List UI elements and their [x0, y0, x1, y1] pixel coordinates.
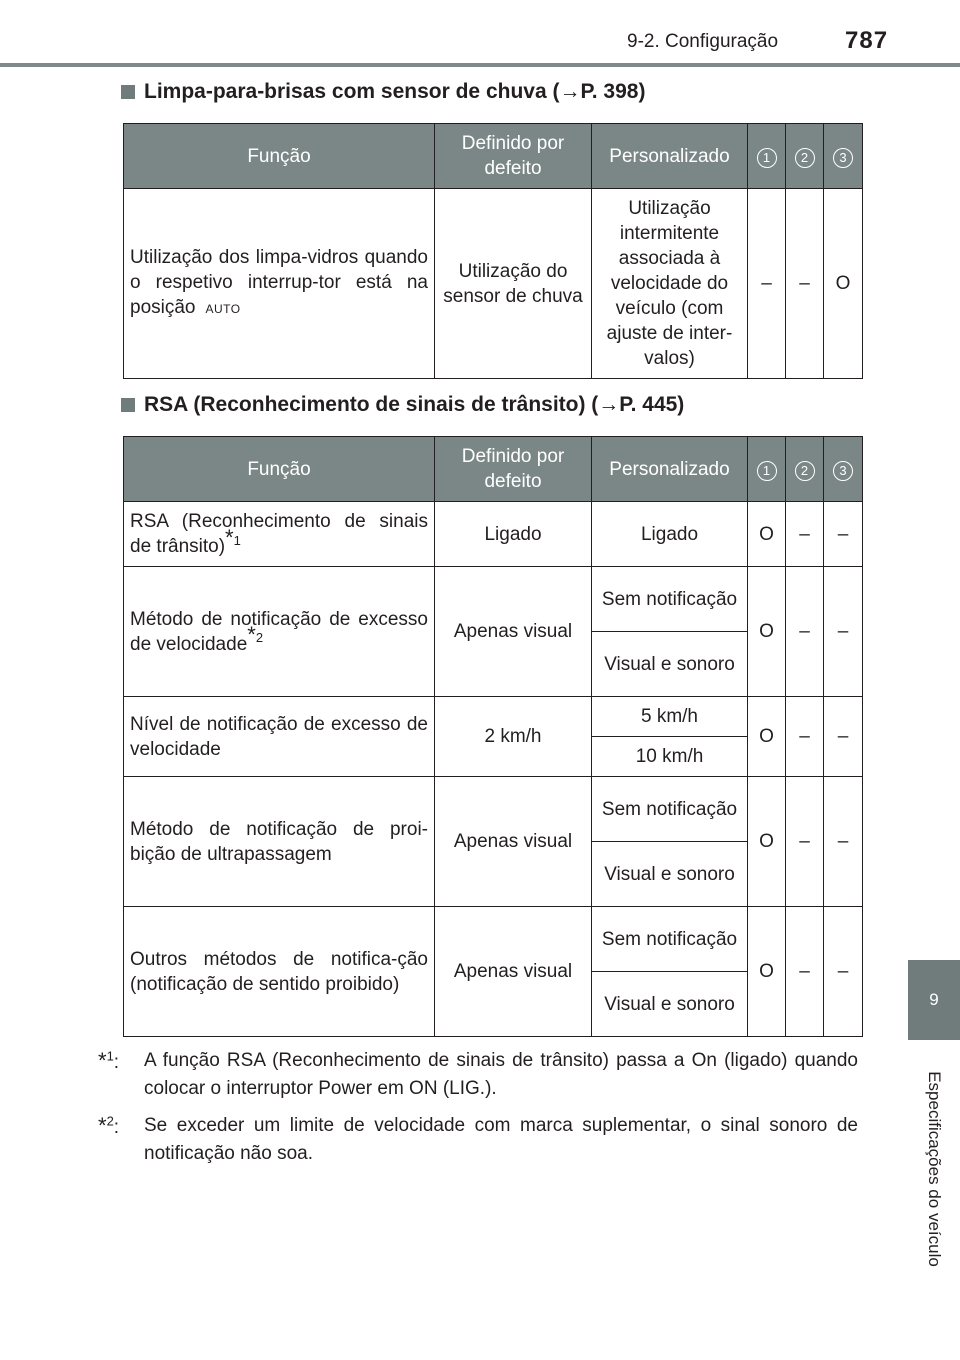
custom-cell: Visual e sonoro [592, 632, 748, 697]
footnote-text: Se exceder um limite de velocidade com marca suplementar, o sinal sonoro de notificação não soa. [144, 1115, 858, 1164]
header-rule [0, 63, 960, 67]
table-row [124, 907, 863, 972]
circled-3-icon: 3 [833, 148, 853, 168]
chapter-number: 9 [929, 990, 939, 1009]
col2-cell: – [786, 777, 824, 907]
custom-cell: Visual e sonoro [592, 842, 748, 907]
default-cell: Apenas visual [435, 777, 592, 907]
header-col2 [786, 124, 824, 189]
col2-cell: – [786, 697, 824, 777]
table-row [124, 777, 863, 842]
footnote-star: * [247, 622, 256, 648]
default-cell: 2 km/h [435, 697, 592, 777]
default-cell: Utilização do sensor de chuva [435, 189, 592, 379]
custom-cell: Sem notificação [592, 567, 748, 632]
col1-cell: O [748, 567, 786, 697]
function-cell: Nível de notificação de excesso de velocidade [124, 697, 435, 777]
header-col1 [748, 124, 786, 189]
circled-1-icon: 1 [757, 461, 777, 481]
col3-cell: – [824, 502, 863, 567]
footnote-ref [225, 524, 241, 550]
table-header-row [124, 437, 863, 502]
section2-title-text: RSA (Reconhecimento de sinais de trânsito) (→P. 445) [144, 393, 685, 416]
section1-title-text: Limpa-para-brisas com sensor de chuva (→P. 398) [144, 80, 646, 103]
function-cell [124, 567, 435, 697]
custom-cell: 5 km/h [592, 697, 748, 737]
chapter-title: Especificações do veículo [925, 1071, 945, 1267]
function-cell: Método de notificação de proi-bição de ultrapassagem [124, 777, 435, 907]
col3-cell: O [824, 189, 863, 379]
custom-cell: Utilização intermitente associada à velocidade do veículo (com ajuste de inter-valos) [592, 189, 748, 379]
rsa-settings-table [123, 436, 863, 1037]
footnote-number: 2 [106, 1113, 114, 1129]
function-text: RSA (Reconhecimento de sinais de trânsito) [130, 511, 428, 557]
header-function: Função [124, 124, 435, 189]
footnote-text: A função RSA (Reconhecimento de sinais de trânsito) passa a On (ligado) quando colocar o interruptor Power em ON (LIG.). [144, 1050, 858, 1099]
auto-switch-icon: AUTO [205, 302, 241, 316]
footnote-marker: *$^2$: [98, 1113, 120, 1138]
custom-cell: Visual e sonoro [592, 972, 748, 1037]
header-custom: Personalizado [592, 124, 748, 189]
table-row [124, 567, 863, 632]
footnote-1 [98, 1047, 858, 1103]
circled-2-icon: 2 [795, 148, 815, 168]
default-cell: Apenas visual [435, 907, 592, 1037]
col1-cell: O [748, 907, 786, 1037]
col2-cell: – [786, 567, 824, 697]
header-default: Definido por defeito [435, 437, 592, 502]
header-col3 [824, 437, 863, 502]
header-custom: Personalizado [592, 437, 748, 502]
footnote-number: 2 [255, 630, 264, 646]
col1-cell: O [748, 502, 786, 567]
col3-cell: – [824, 907, 863, 1037]
section-heading: 9-2. Configuração [627, 31, 779, 52]
col1-cell: – [748, 189, 786, 379]
custom-cell: 10 km/h [592, 737, 748, 777]
footnote-ref [247, 622, 264, 648]
footnote-number: 1 [106, 1048, 114, 1064]
circled-1-icon: 1 [757, 148, 777, 168]
function-cell [124, 189, 435, 379]
header-col2 [786, 437, 824, 502]
header-function: Função [124, 437, 435, 502]
function-text: Utilização dos limpa-vidros quando o respetivo interrup-tor está na posição [130, 247, 428, 318]
table-row [124, 697, 863, 737]
col2-cell: – [786, 907, 824, 1037]
custom-cell: Sem notificação [592, 777, 748, 842]
col1-cell: O [748, 777, 786, 907]
custom-cell: Sem notificação [592, 907, 748, 972]
col1-cell: O [748, 697, 786, 777]
footnote-star: * [98, 1048, 107, 1073]
header-col3 [824, 124, 863, 189]
page-number: 787 [845, 27, 889, 54]
custom-cell: Ligado [592, 502, 748, 567]
section1-title [121, 80, 645, 104]
circled-2-icon: 2 [795, 461, 815, 481]
wiper-settings-table [123, 123, 863, 379]
default-cell: Apenas visual [435, 567, 592, 697]
circled-3-icon: 3 [833, 461, 853, 481]
col3-cell: – [824, 567, 863, 697]
col2-cell: – [786, 502, 824, 567]
footnote-number: 1 [233, 532, 241, 548]
footnote-2 [98, 1112, 858, 1168]
square-bullet-icon [121, 398, 135, 412]
footnote-star: * [98, 1113, 107, 1138]
function-text: Método de notificação de excesso de velocidade [130, 608, 428, 655]
chapter-title-tab [908, 1040, 960, 1298]
col3-cell: – [824, 777, 863, 907]
function-cell [124, 502, 435, 567]
square-bullet-icon [121, 85, 135, 99]
footnote-star: * [225, 524, 234, 550]
header-default: Definido por defeito [435, 124, 592, 189]
table-row [124, 189, 863, 379]
chapter-tab [908, 960, 960, 1040]
col3-cell: – [824, 697, 863, 777]
function-cell: Outros métodos de notifica-ção (notificação de sentido proibido) [124, 907, 435, 1037]
header-col1 [748, 437, 786, 502]
default-cell: Ligado [435, 502, 592, 567]
section2-title [121, 393, 684, 417]
table-header-row [124, 124, 863, 189]
footnote-marker: *$^1$: [98, 1048, 120, 1073]
table-row [124, 502, 863, 567]
col2-cell: – [786, 189, 824, 379]
